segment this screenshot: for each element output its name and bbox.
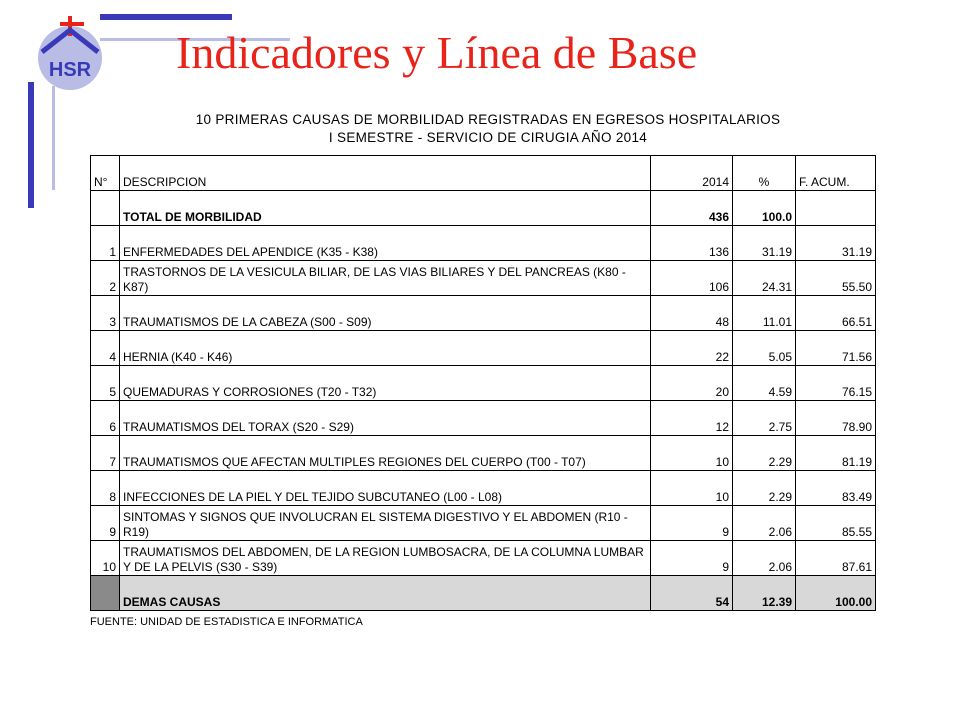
row-description: TRASTORNOS DE LA VESICULA BILIAR, DE LAS VIAS BILIARES Y DEL PANCREAS (K80 - K87) [120, 261, 651, 296]
row-num: 1 [91, 226, 120, 261]
table-heading-line1: 10 PRIMERAS CAUSAS DE MORBILIDAD REGISTRADAS EN EGRESOS HOSPITALARIOS [195, 112, 781, 127]
row-count: 10 [651, 471, 733, 506]
row-description: HERNIA (K40 - K46) [120, 331, 651, 366]
others-num [91, 576, 120, 611]
table-body [91, 226, 876, 576]
total-acum [796, 191, 876, 226]
logo-letters: HSR [48, 59, 92, 81]
row-percent: 2.06 [733, 541, 796, 576]
row-count: 106 [651, 261, 733, 296]
row-percent: 31.19 [733, 226, 796, 261]
table-row [91, 541, 876, 576]
header-description: DESCRIPCION [120, 156, 651, 191]
row-acum: 81.19 [796, 436, 876, 471]
table-row [91, 331, 876, 366]
total-percent: 100.0 [733, 191, 796, 226]
total-count: 436 [651, 191, 733, 226]
row-count: 9 [651, 506, 733, 541]
table-row [91, 436, 876, 471]
row-num: 3 [91, 296, 120, 331]
row-description: TRAUMATISMOS DEL TORAX (S20 - S29) [120, 401, 651, 436]
header-percent: % [733, 156, 796, 191]
others-acum: 100.00 [796, 576, 876, 611]
slide-title: Indicadores y Línea de Base [176, 27, 698, 78]
row-percent: 11.01 [733, 296, 796, 331]
row-percent: 2.29 [733, 436, 796, 471]
row-percent: 4.59 [733, 366, 796, 401]
row-percent: 2.29 [733, 471, 796, 506]
table-row [91, 226, 876, 261]
row-percent: 2.06 [733, 506, 796, 541]
decor-line-left [28, 82, 34, 208]
row-description: INFECCIONES DE LA PIEL Y DEL TEJIDO SUBCUTANEO (L00 - L08) [120, 471, 651, 506]
row-count: 22 [651, 331, 733, 366]
decor-line-left-light [52, 86, 55, 190]
total-num [91, 191, 120, 226]
row-description: SINTOMAS Y SIGNOS QUE INVOLUCRAN EL SISTEMA DIGESTIVO Y EL ABDOMEN (R10 - R19) [120, 506, 651, 541]
table-heading-line2: I SEMESTRE - SERVICIO DE CIRUGIA AÑO 2014 [328, 130, 648, 145]
row-acum: 31.19 [796, 226, 876, 261]
morbidity-table [90, 155, 876, 611]
row-percent: 2.75 [733, 401, 796, 436]
row-acum: 83.49 [796, 471, 876, 506]
table-row [91, 366, 876, 401]
total-row [91, 191, 876, 226]
row-percent: 24.31 [733, 261, 796, 296]
others-row [91, 576, 876, 611]
row-acum: 87.61 [796, 541, 876, 576]
row-acum: 55.50 [796, 261, 876, 296]
row-description: TRAUMATISMOS QUE AFECTAN MULTIPLES REGIONES DEL CUERPO (T00 - T07) [120, 436, 651, 471]
row-num: 8 [91, 471, 120, 506]
others-description: DEMAS CAUSAS [120, 576, 651, 611]
row-num: 10 [91, 541, 120, 576]
row-acum: 66.51 [796, 296, 876, 331]
row-acum: 78.90 [796, 401, 876, 436]
row-num: 4 [91, 331, 120, 366]
row-num: 5 [91, 366, 120, 401]
table-row [91, 261, 876, 296]
row-acum: 76.15 [796, 366, 876, 401]
row-num: 9 [91, 506, 120, 541]
row-count: 48 [651, 296, 733, 331]
decor-line-top [100, 14, 232, 20]
row-count: 20 [651, 366, 733, 401]
total-description: TOTAL DE MORBILIDAD [120, 191, 651, 226]
header-acum: F. ACUM. [796, 156, 876, 191]
source-footnote: FUENTE: UNIDAD DE ESTADISTICA E INFORMATICA [90, 616, 363, 628]
table-row [91, 471, 876, 506]
row-count: 136 [651, 226, 733, 261]
table-row [91, 401, 876, 436]
row-description: TRAUMATISMOS DE LA CABEZA (S00 - S09) [120, 296, 651, 331]
others-percent: 12.39 [733, 576, 796, 611]
row-num: 7 [91, 436, 120, 471]
row-num: 2 [91, 261, 120, 296]
table-row [91, 506, 876, 541]
row-count: 12 [651, 401, 733, 436]
table-header-row [91, 156, 876, 191]
row-count: 9 [651, 541, 733, 576]
table-row [91, 296, 876, 331]
hospital-logo [32, 14, 112, 94]
row-acum: 71.56 [796, 331, 876, 366]
others-count: 54 [651, 576, 733, 611]
header-year: 2014 [651, 156, 733, 191]
row-percent: 5.05 [733, 331, 796, 366]
row-count: 10 [651, 436, 733, 471]
header-num: N° [91, 156, 120, 191]
row-num: 6 [91, 401, 120, 436]
row-description: ENFERMEDADES DEL APENDICE (K35 - K38) [120, 226, 651, 261]
row-acum: 85.55 [796, 506, 876, 541]
row-description: QUEMADURAS Y CORROSIONES (T20 - T32) [120, 366, 651, 401]
row-description: TRAUMATISMOS DEL ABDOMEN, DE LA REGION LUMBOSACRA, DE LA COLUMNA LUMBAR Y DE LA PELVIS (S30 - S39) [120, 541, 651, 576]
